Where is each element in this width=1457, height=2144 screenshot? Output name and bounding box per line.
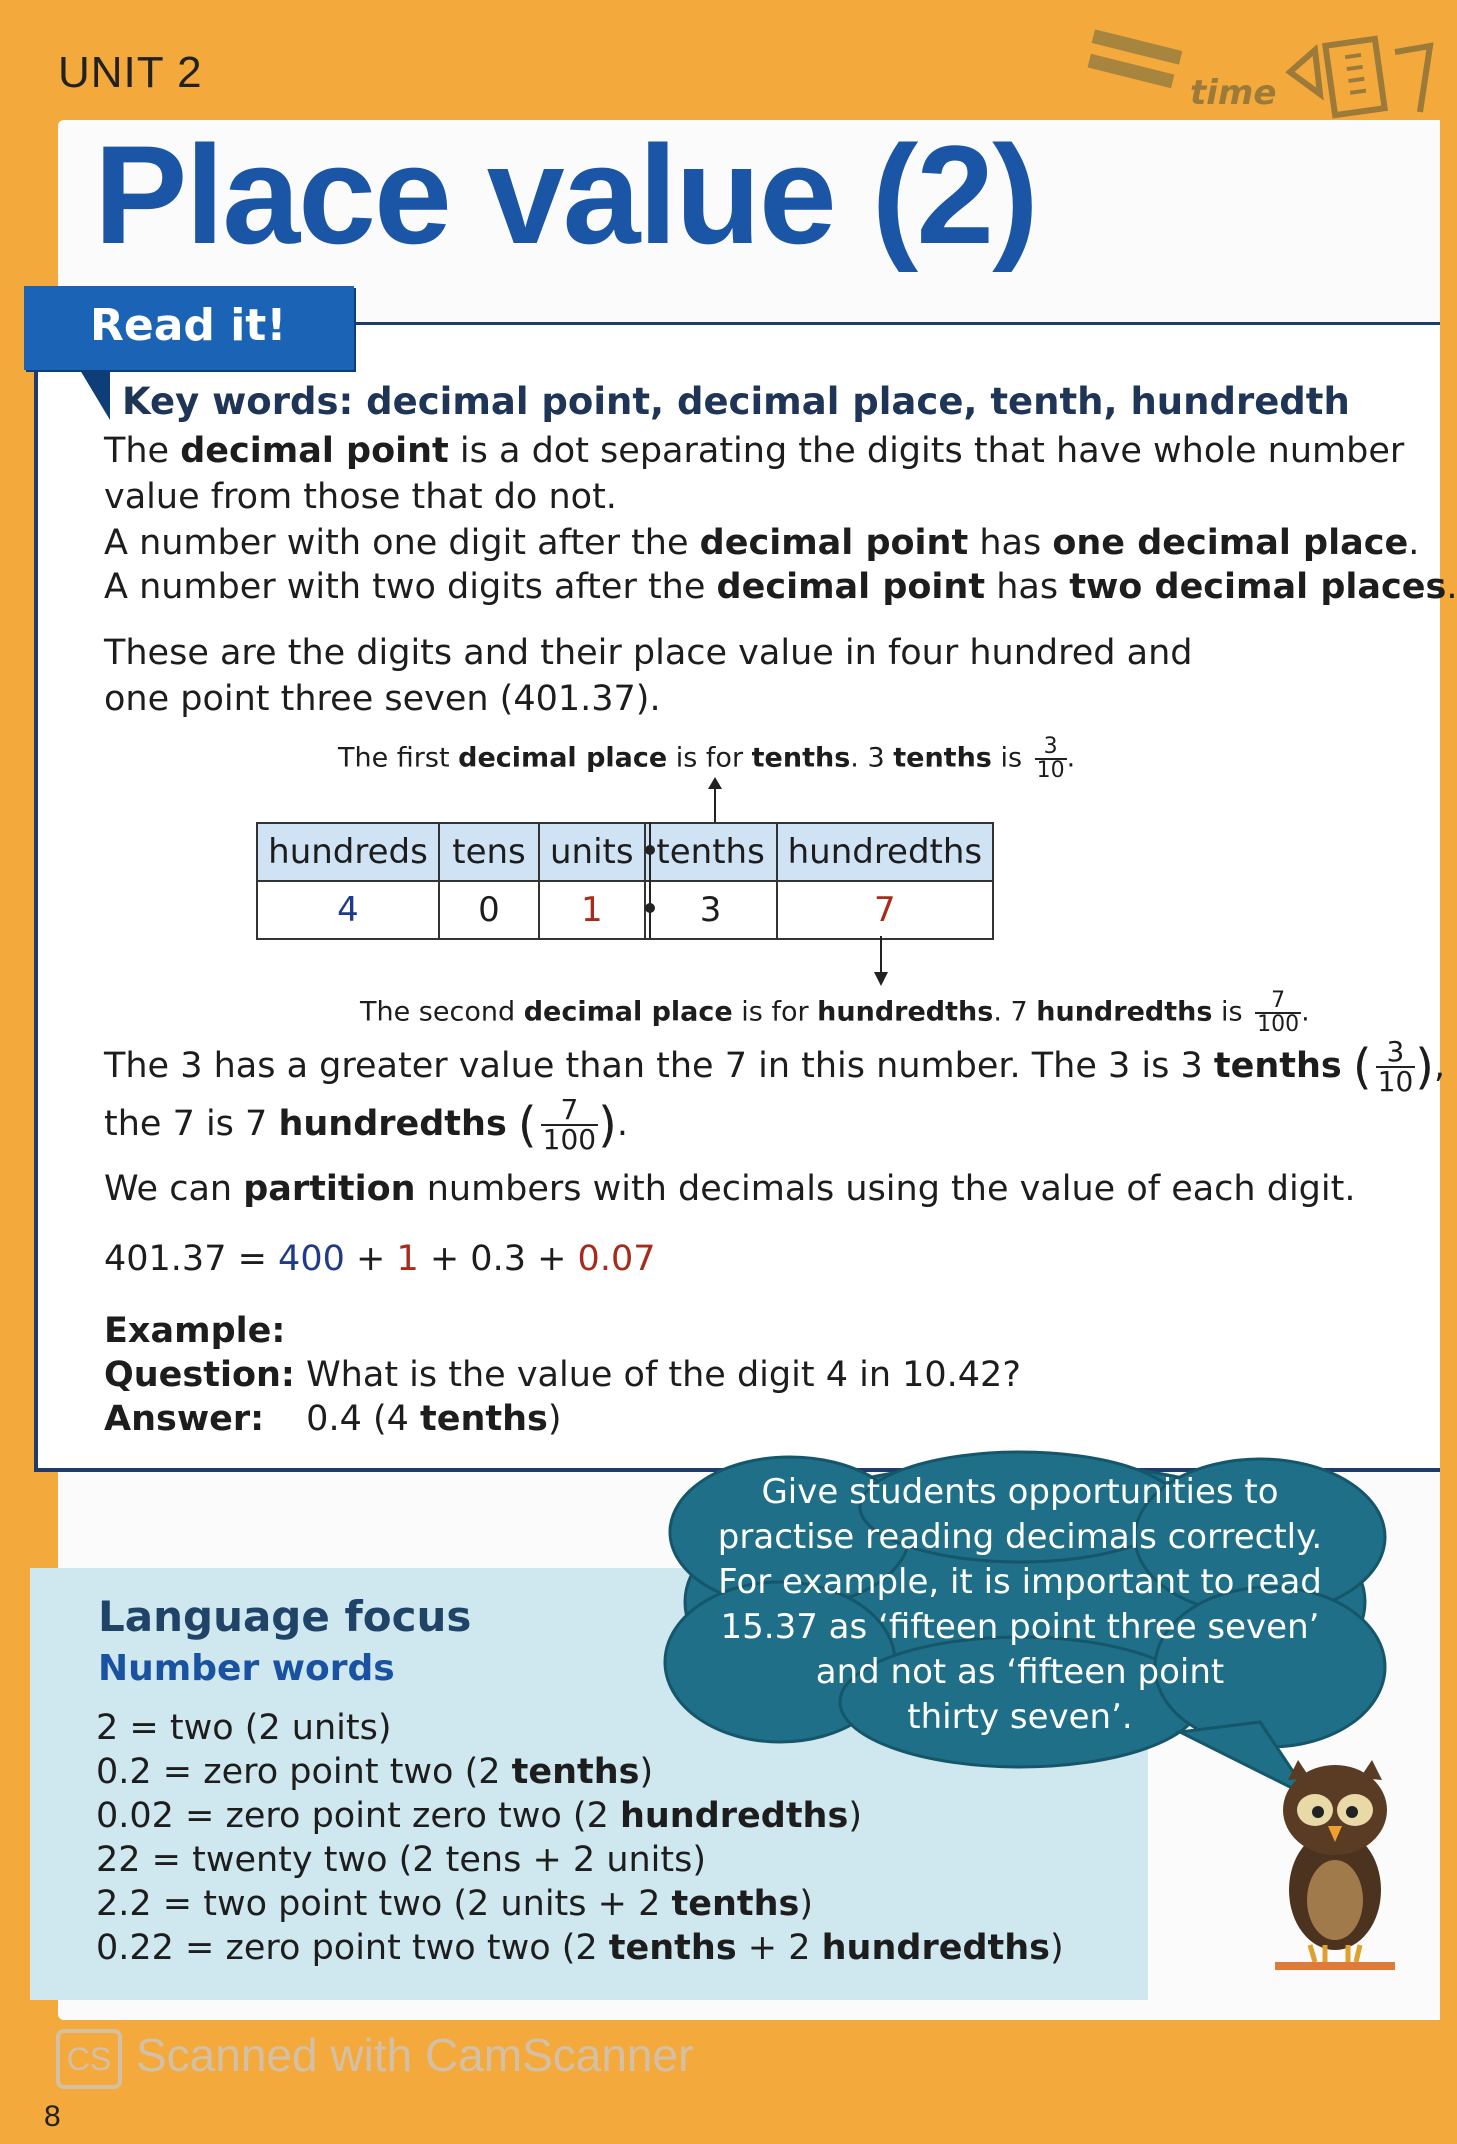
note-second-decimal-place: The second decimal place is for hundredths. 7 hundredths is $\frac{7}{100}$ . [360, 988, 1310, 1037]
number-word-line: 22 = twenty two (2 tens + 2 units) [96, 1840, 707, 1880]
paragraph-compare-3: The 3 has a greater value than the 7 in this number. The 3 is 3 tenths ( $\frac{3}{10}$ ), [104, 1035, 1446, 1098]
example-question: Question: What is the value of the digit 4 in 10.42? [104, 1355, 1021, 1395]
fraction-7-100-inline: $\frac{7}{100}$ [542, 1093, 597, 1156]
page-number: 8 [44, 2100, 61, 2133]
owl-mascot-icon [1270, 1740, 1400, 1980]
number-word-line: 0.02 = zero point zero two (2 hundredths) [96, 1796, 862, 1836]
header-hundredths: hundredths [777, 823, 994, 881]
paragraph-two-places: A number with two digits after the decimal point has two decimal places. [104, 567, 1457, 607]
unit-label: UNIT 2 [58, 48, 203, 97]
camscanner-logo-icon: CS [56, 2029, 122, 2089]
value-hundredths: 7 [777, 881, 994, 939]
table-value-row [257, 881, 993, 939]
number-word-line: 2 = two (2 units) [96, 1708, 392, 1748]
partition-equation: 401.37 = 400 + 1 + 0.3 + 0.07 [104, 1239, 656, 1279]
paragraph-compare-7: the 7 is 7 hundredths ( $\frac{7}{100}$ ). [104, 1093, 628, 1156]
logo-stripes-icon [1088, 29, 1183, 88]
number-word-line: 2.2 = two point two (2 units + 2 tenths) [96, 1884, 813, 1924]
example-label: Example: [104, 1311, 286, 1351]
header-hundreds: hundreds [257, 823, 439, 881]
paragraph-partition: We can partition numbers with decimals using the value of each digit. [104, 1169, 1356, 1209]
arrow-up-icon [700, 775, 730, 825]
table-header-row [257, 823, 993, 881]
value-hundreds: 4 [257, 881, 439, 939]
arrow-down-icon [866, 936, 896, 988]
header-tenths: tenths [645, 823, 777, 881]
read-it-banner [24, 286, 354, 370]
logo-text: time [1190, 73, 1277, 113]
value-units: 1 [539, 881, 645, 939]
example-answer: Answer: 0.4 (4 tenths) [104, 1399, 562, 1439]
decimal-point-marker [640, 822, 660, 938]
value-tenths: 3 [645, 881, 777, 939]
fraction-3-10: $\frac{3}{10}$ [1036, 734, 1065, 783]
language-focus-subtitle: Number words [98, 1648, 395, 1689]
fraction-3-10-inline: $\frac{3}{10}$ [1377, 1035, 1414, 1098]
camscanner-watermark: CS Scanned with CamScanner [56, 2028, 693, 2089]
time-logo [1080, 22, 1440, 122]
paragraph-one-place: A number with one digit after the decimal point has one decimal place. [104, 523, 1420, 563]
number-word-line: 0.2 = zero point two (2 tenths) [96, 1752, 654, 1792]
fraction-7-100: $\frac{7}{100}$ [1257, 988, 1300, 1037]
header-tens: tens [439, 823, 539, 881]
tip-text: Give students opportunities to practise reading decimals correctly. For example, it is important to read 15.37 as ‘fifteen point three seven’ and not as ‘fifteen point thirty seven’. [717, 1472, 1323, 1737]
banner-tail [80, 370, 110, 420]
page-title: Place value (2) [94, 116, 1037, 273]
place-value-table [256, 822, 994, 940]
number-word-line: 0.22 = zero point two two (2 tenths + 2 hundredths) [96, 1928, 1064, 1968]
language-focus-title: Language focus [98, 1592, 472, 1641]
note-first-decimal-place: The first decimal place is for tenths. 3 tenths is $\frac{3}{10}$ . [338, 734, 1076, 783]
paragraph-digits-intro: These are the digits and their place value in four hundred and one point three seven (401.37). [104, 633, 1193, 719]
key-words: Key words: decimal point, decimal place, tenth, hundredth [122, 380, 1350, 423]
value-tens: 0 [439, 881, 539, 939]
header-units: units [539, 823, 645, 881]
read-it-label: Read it! [90, 300, 287, 351]
paragraph-decimal-point: The decimal point is a dot separating the digits that have whole number value from those that do not. [104, 431, 1405, 517]
